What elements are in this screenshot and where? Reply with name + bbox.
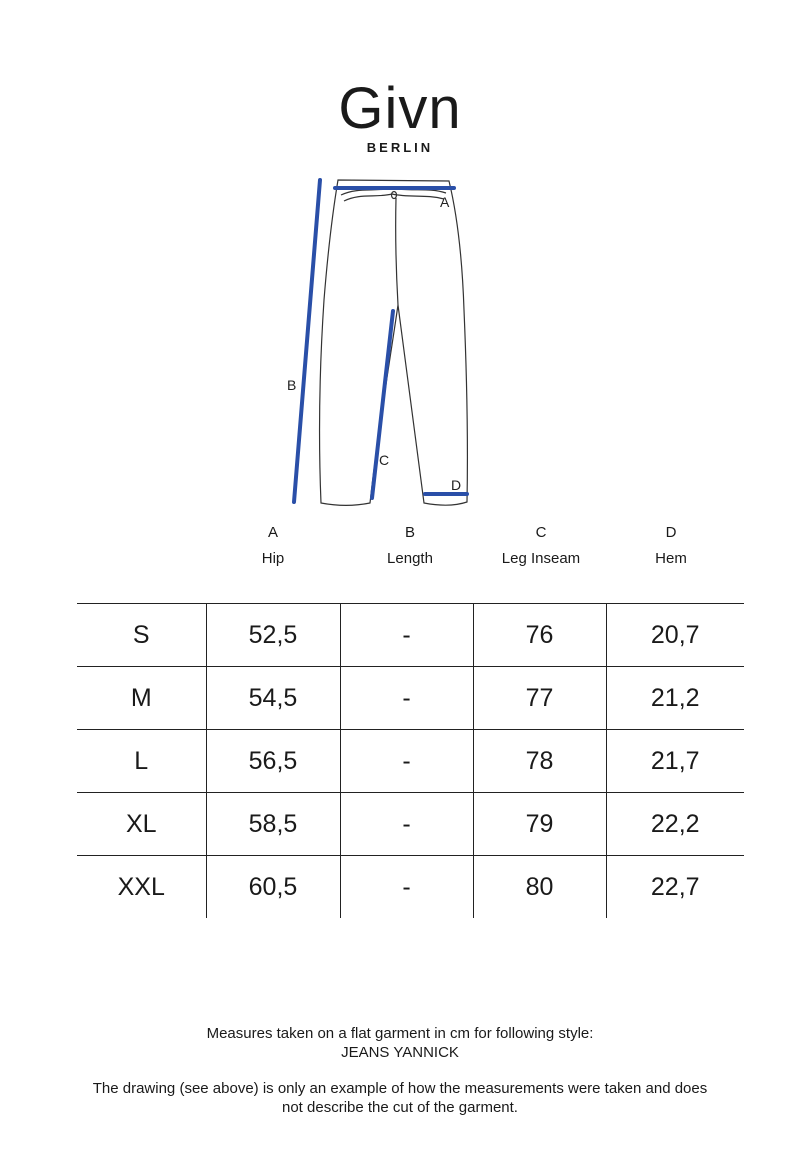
hip-cell: 60,5	[206, 856, 340, 919]
table-row	[77, 856, 744, 919]
size-cell: XL	[77, 793, 206, 856]
style-name: JEANS YANNICK	[341, 1044, 459, 1061]
column-header-hip	[203, 520, 343, 572]
length-cell: -	[340, 604, 473, 667]
table-row	[77, 667, 744, 730]
inseam-cell: 80	[473, 856, 606, 919]
column-name: Leg Inseam	[501, 550, 581, 567]
measure-line-b	[294, 180, 320, 502]
table-row	[77, 730, 744, 793]
column-name: Hip	[261, 550, 285, 567]
column-name: Hem	[655, 550, 687, 567]
column-letter: A	[267, 524, 278, 541]
table-row	[77, 793, 744, 856]
pants-outline	[320, 180, 468, 505]
hip-cell: 56,5	[206, 730, 340, 793]
hip-cell: 54,5	[206, 667, 340, 730]
hem-cell: 22,2	[606, 793, 744, 856]
length-cell: -	[340, 856, 473, 919]
length-cell: -	[340, 667, 473, 730]
column-letter: B	[404, 524, 415, 541]
column-name: Length	[387, 550, 433, 567]
hem-cell: 20,7	[606, 604, 744, 667]
hip-cell: 58,5	[206, 793, 340, 856]
pants-measurement-diagram	[0, 0, 800, 520]
hip-cell: 52,5	[206, 604, 340, 667]
hem-cell: 21,2	[606, 667, 744, 730]
brand-name: Givn	[338, 76, 462, 141]
inseam-cell: 78	[473, 730, 606, 793]
brand-city: BERLIN	[366, 140, 434, 155]
length-cell: -	[340, 793, 473, 856]
label-a: A	[440, 194, 450, 210]
table-row	[77, 604, 744, 667]
footer-line: The drawing (see above) is only an example of how the measurements were taken and does	[92, 1080, 708, 1097]
footer-style-note	[20, 1024, 780, 1062]
footer-line: not describe the cut of the garment.	[282, 1099, 518, 1116]
size-cell: S	[77, 604, 206, 667]
label-b: B	[287, 377, 297, 393]
column-header-hem	[601, 520, 741, 572]
footer-disclaimer	[20, 1079, 780, 1117]
label-d: D	[451, 477, 462, 493]
length-cell: -	[340, 730, 473, 793]
size-cell: L	[77, 730, 206, 793]
label-c: C	[379, 452, 390, 468]
size-cell: XXL	[77, 856, 206, 919]
inseam-cell: 79	[473, 793, 606, 856]
footer-line: Measures taken on a flat garment in cm for following style:	[206, 1025, 594, 1042]
hem-cell: 22,7	[606, 856, 744, 919]
size-cell: M	[77, 667, 206, 730]
inseam-cell: 77	[473, 667, 606, 730]
column-letter: D	[665, 524, 677, 541]
size-table	[77, 603, 744, 918]
inseam-cell: 76	[473, 604, 606, 667]
column-letter: C	[535, 524, 547, 541]
hem-cell: 21,7	[606, 730, 744, 793]
measure-line-c	[372, 311, 393, 498]
column-header-length	[340, 520, 480, 572]
column-header-inseam	[471, 520, 611, 572]
